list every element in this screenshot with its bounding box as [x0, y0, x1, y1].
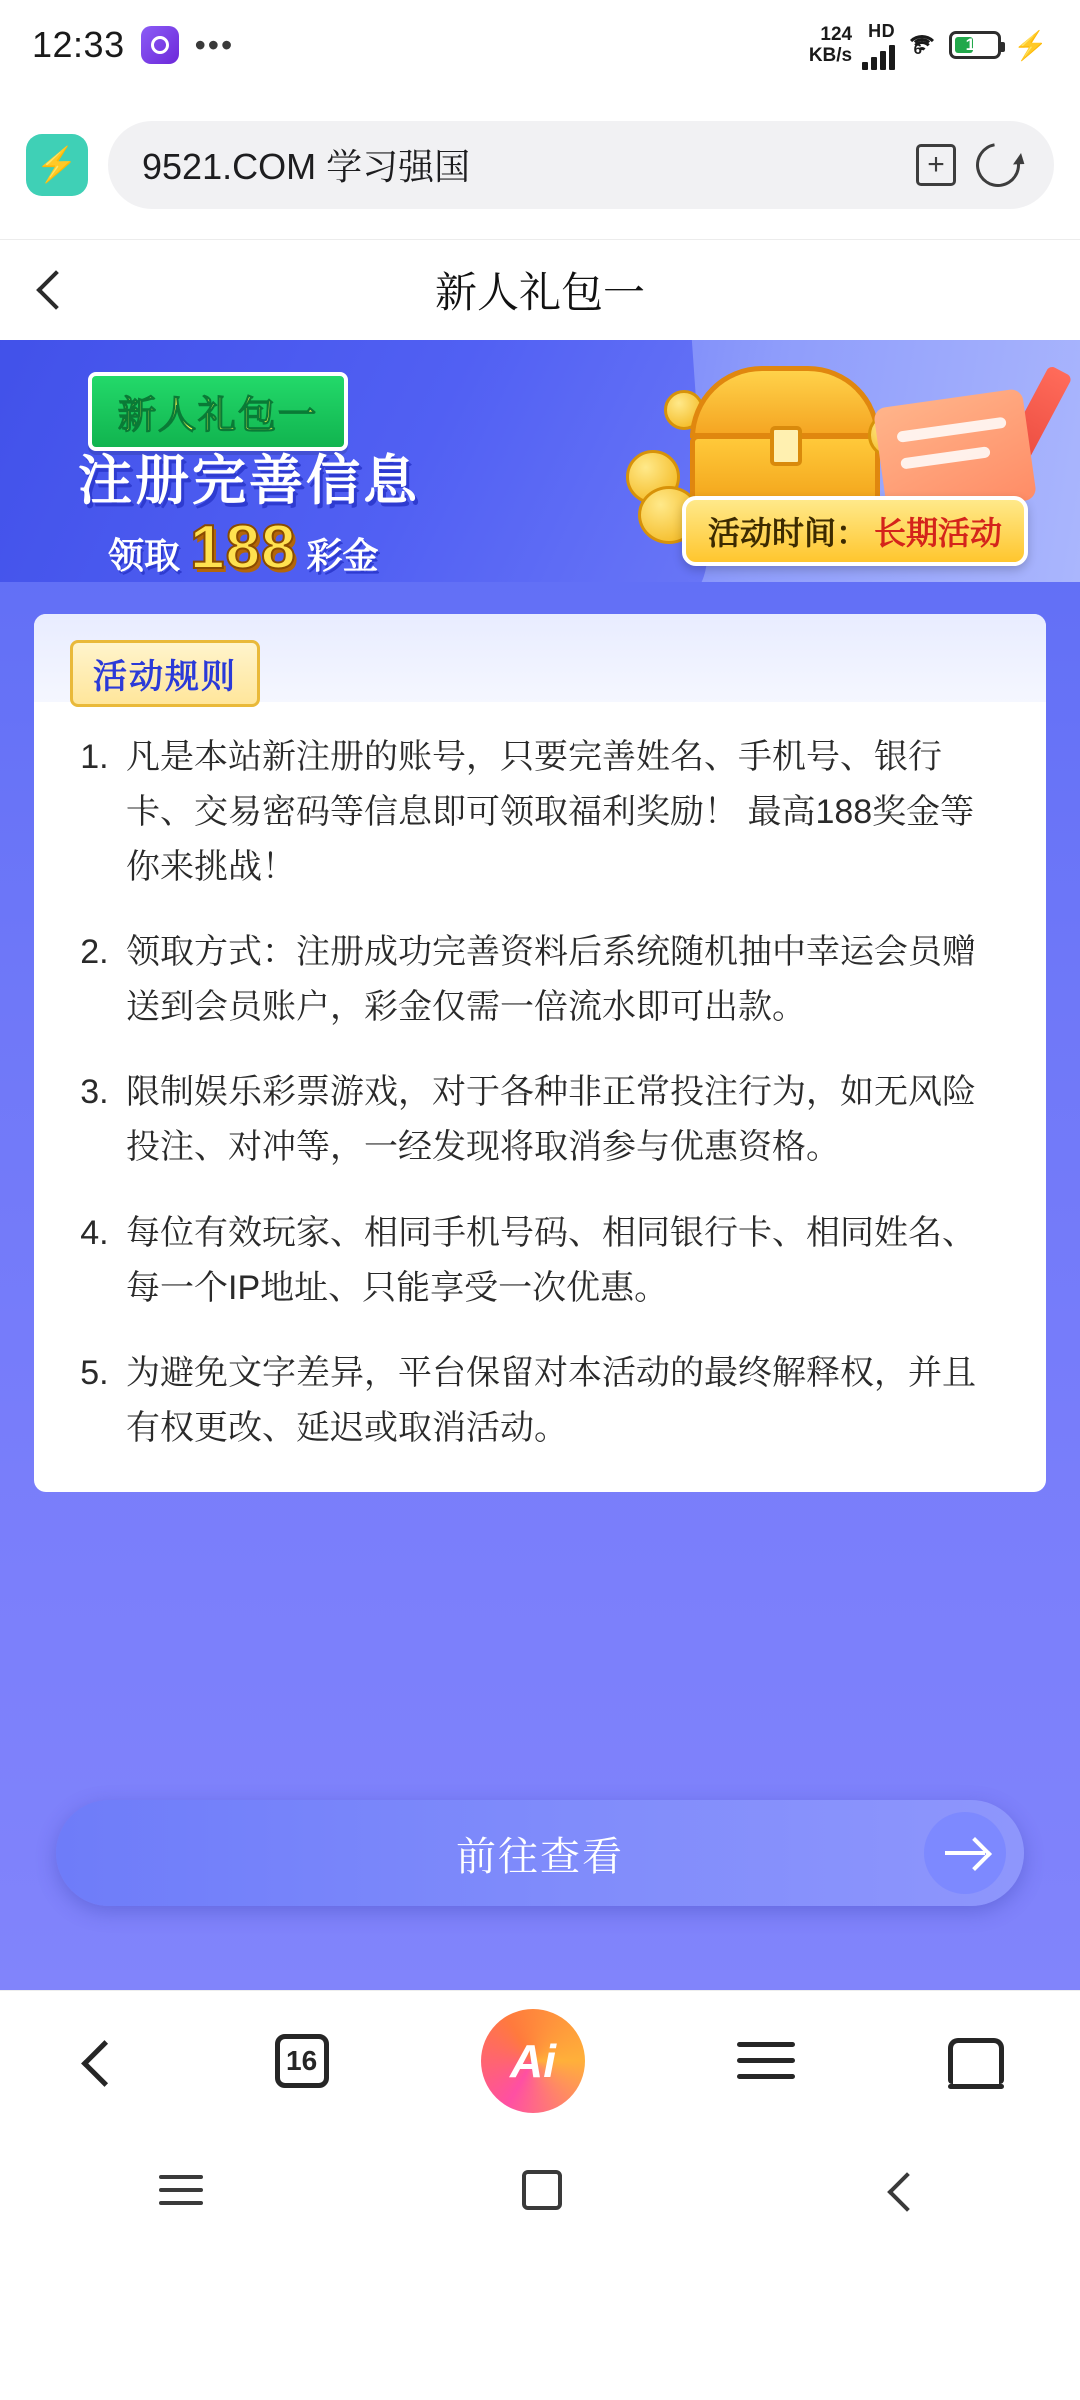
promo-banner: [0, 340, 1080, 582]
tab-count-icon[interactable]: [275, 2034, 329, 2088]
back-chevron-icon[interactable]: [881, 2170, 921, 2210]
network-speed-unit: KB/s: [808, 45, 853, 66]
banner-sub-prefix: 领取: [108, 535, 181, 576]
list-item: 5. 为避免文字差异，平台保留对本活动的最终解释权，并且有权更改、延迟或取消活动。: [118, 1346, 1002, 1456]
url-text: 9521.COM 学习强国: [142, 146, 471, 187]
status-time: 12:33: [32, 24, 125, 65]
recent-apps-icon[interactable]: [159, 2166, 203, 2214]
wifi-generation-label: 6: [911, 38, 934, 61]
hd-label: HD: [868, 20, 896, 41]
signal-bars-icon: [862, 42, 895, 70]
battery-level-label: 15: [965, 35, 985, 54]
menu-icon[interactable]: [737, 2031, 795, 2090]
rules-badge: [70, 640, 260, 707]
back-chevron-icon[interactable]: [34, 272, 70, 308]
shield-icon[interactable]: ⚡: [26, 134, 88, 196]
home-icon[interactable]: [948, 2038, 1004, 2084]
wifi-icon: [905, 31, 939, 59]
activity-time-label: 活动时间：: [707, 515, 868, 551]
activity-time-badge: [682, 496, 1028, 566]
list-item: 1. 凡是本站新注册的账号，只要完善姓名、手机号、银行卡、交易密码等信息即可领取福利奖励！ 最高188奖金等你来挑战！: [118, 730, 1002, 895]
list-item: 3. 限制娱乐彩票游戏，对于各种非正常投注行为，如无风险投注、对冲等，一经发现将取消参与优惠资格。: [118, 1065, 1002, 1175]
page-title: 新人礼包一: [434, 269, 645, 316]
status-bar-left: [32, 24, 234, 66]
add-bookmark-icon[interactable]: [916, 144, 956, 186]
ai-assistant-button[interactable]: [481, 2009, 585, 2113]
activity-time-value: 长期活动: [873, 515, 1002, 551]
back-chevron-icon[interactable]: [76, 2038, 122, 2084]
banner-subheadline: [108, 512, 378, 582]
banner-tag-label: 新人礼包一: [118, 395, 319, 437]
rules-card: [34, 614, 1046, 1492]
status-overflow-icon: •••: [194, 27, 235, 63]
system-nav-bar: [0, 2130, 1080, 2250]
go-view-button[interactable]: [56, 1800, 1024, 1906]
banner-sub-suffix: 彩金: [306, 535, 379, 576]
reload-icon[interactable]: [967, 134, 1028, 195]
page-content: [0, 340, 1080, 1990]
charging-bolt-icon: ⚡: [1013, 29, 1048, 61]
arrow-right-icon: [924, 1812, 1006, 1894]
battery-icon: [949, 31, 1001, 59]
signal-group: [862, 21, 895, 70]
url-input[interactable]: [108, 121, 1054, 209]
network-speed-value: 124: [820, 24, 853, 45]
browser-address-bar: [0, 90, 1080, 240]
page-header: [0, 240, 1080, 340]
banner-amount: 188: [190, 513, 297, 582]
rules-badge-label: 活动规则: [93, 658, 237, 696]
home-square-icon[interactable]: [522, 2170, 562, 2210]
list-item: 2. 领取方式：注册成功完善资料后系统随机抽中幸运会员赠送到会员账户，彩金仅需一倍流水即可出款。: [118, 925, 1002, 1035]
banner-headline: 注册完善信息: [78, 451, 420, 511]
status-bar-right: [809, 21, 1048, 70]
go-view-label: 前往查看: [456, 1834, 624, 1879]
list-item: 4. 每位有效玩家、相同手机号码、相同银行卡、相同姓名、每一个IP地址、只能享受一次优惠。: [118, 1206, 1002, 1316]
ai-label: Ai: [509, 2034, 556, 2087]
browser-nav-bar: [0, 1990, 1080, 2130]
rules-list: [118, 730, 1002, 1456]
network-speed: [809, 24, 852, 66]
tab-count-label: 16: [286, 2044, 318, 2076]
status-bar: [0, 0, 1080, 90]
app-badge-icon: [141, 26, 179, 64]
